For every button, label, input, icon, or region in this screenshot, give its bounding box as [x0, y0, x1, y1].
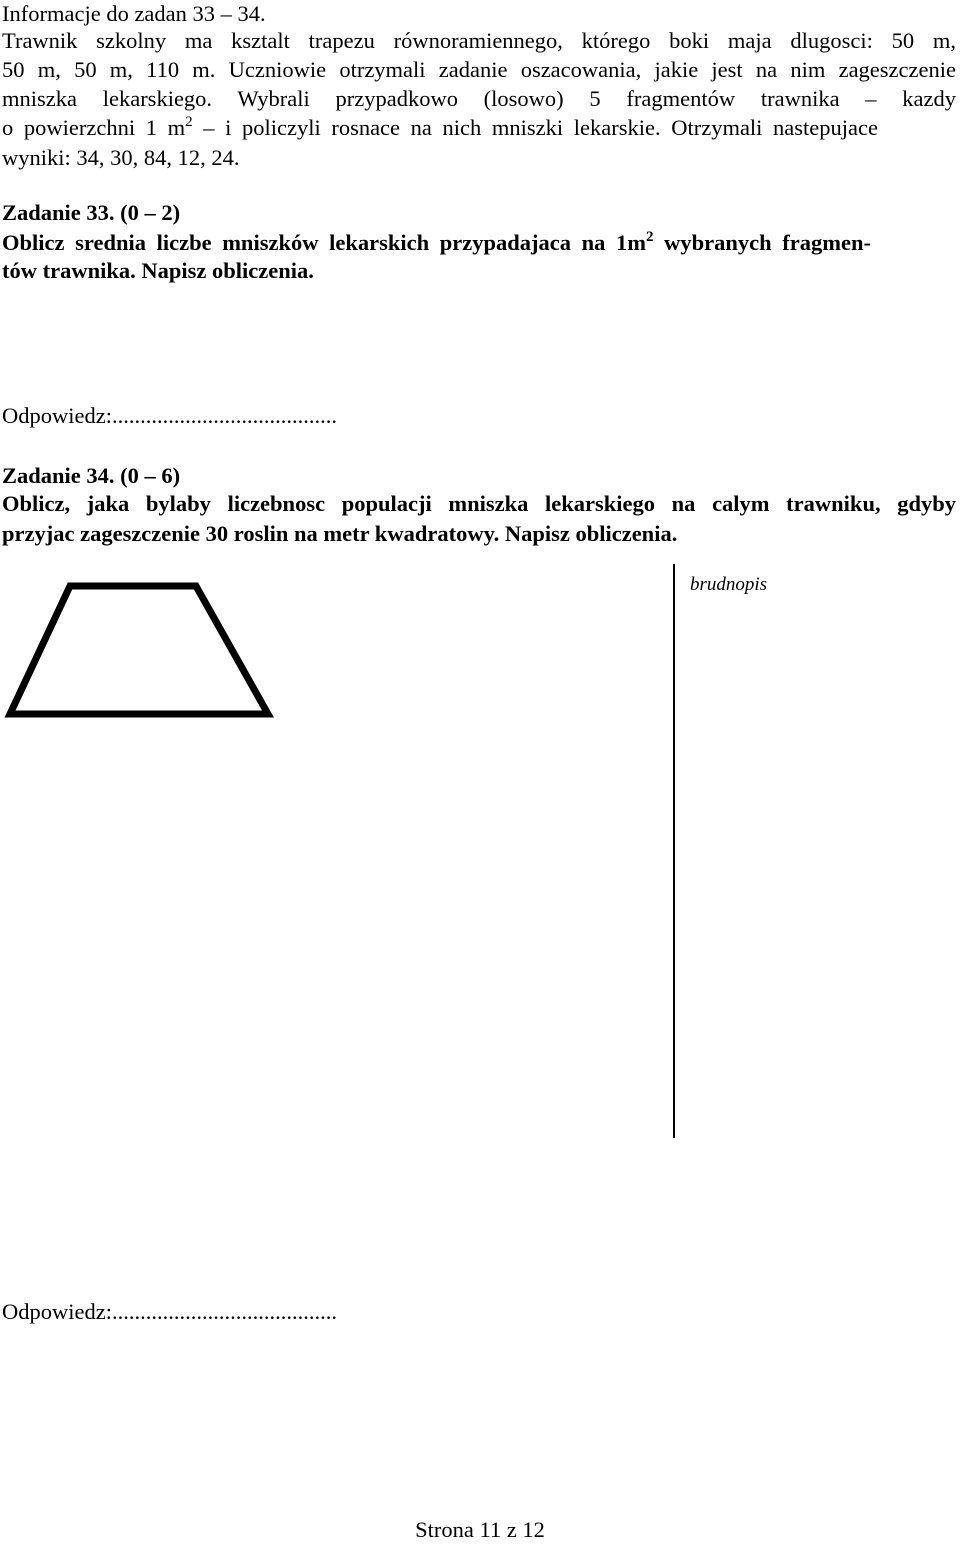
intro-line-1: Trawnik szkolny ma ksztalt trapezu równoramiennego, którego boki maja dlugosci: 50 m, [2, 28, 956, 53]
task34-heading: Zadanie 34. (0 – 6) [2, 463, 181, 488]
task33-line-2: tów trawnika. Napisz obliczenia. [2, 258, 314, 283]
superscript-2: 2 [185, 114, 193, 130]
task33-line-1-part-a: Oblicz srednia liczbe mniszków lekarskich przypadajaca na 1m [2, 230, 646, 255]
intro-line-2: 50 m, 50 m, 110 m. Uczniowie otrzymali zadanie oszacowania, jakie jest na nim zageszczenie [2, 57, 956, 82]
task33-answer: Odpowiedz:........................................ [2, 403, 337, 428]
intro-line-4-part-b: – i policzyli rosnace na nich mniszki lekarskie. Otrzymali nastepujace [192, 115, 878, 140]
page-number: Strona 11 z 12 [415, 1517, 545, 1542]
task34-line-1: Oblicz, jaka bylaby liczebnosc populacji mniszka lekarskiego na calym trawniku, gdyby [2, 491, 956, 516]
task33-line-1-part-b: wybranych fragmen- [653, 230, 871, 255]
task34-answer: Odpowiedz:........................................ [2, 1299, 337, 1324]
intro-line-4 [2, 114, 956, 142]
scratch-label: brudnopis [690, 574, 768, 595]
intro-line-5: wyniki: 34, 30, 84, 12, 24. [2, 145, 240, 170]
intro-line-3: mniszka lekarskiego. Wybrali przypadkowo (losowo) 5 fragmentów trawnika – kazdy [2, 86, 956, 111]
task33-heading: Zadanie 33. (0 – 2) [2, 200, 181, 225]
trapezoid-figure [0, 570, 290, 730]
intro-title: Informacje do zadan 33 – 34. [2, 1, 266, 26]
task33-line-1 [2, 229, 956, 257]
task34-line-2: przyjac zageszczenie 30 roslin na metr kwadratowy. Napisz obliczenia. [2, 521, 678, 546]
intro-line-4-part-a: o powierzchni 1 m [2, 115, 186, 140]
scratch-divider [673, 564, 675, 1138]
superscript-2: 2 [645, 229, 654, 245]
